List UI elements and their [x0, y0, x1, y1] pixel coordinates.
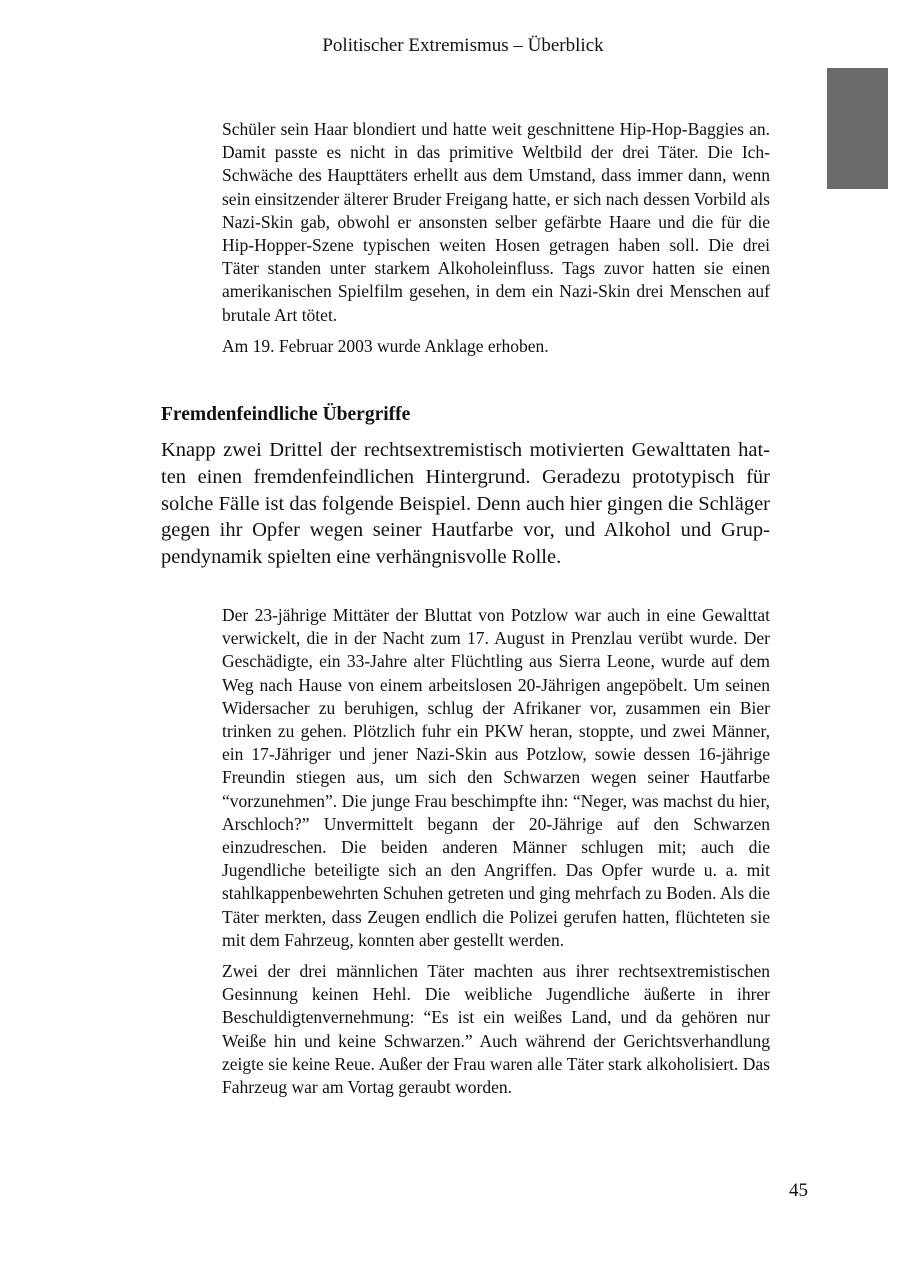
case-continuation-block: [222, 118, 770, 366]
chapter-thumb-tab: [827, 68, 888, 189]
section-body-text: Knapp zwei Drittel der rechtsextremistisch motivierten Gewalttaten hatten einen fremdenfeindlichen Hintergrund. Geradezu prototypisch für solche Fälle ist das folgende Beispiel. Denn auch hier gingen die Schläger gegen ihr Opfer wegen seiner Hautfarbe vor, und Alkohol und Gruppendynamik spielten eine verhängnisvolle Rolle.: [161, 439, 770, 569]
case-example-paragraph: Der 23-jährige Mittäter der Bluttat von Potzlow war auch in eine Gewalttat verwickelt, die in der Nacht zum 17. August in Prenzlau verübt wurde. Der Geschädigte, ein 33-Jahre alter Flüchtling aus Sierra Leone, wurde auf dem Weg nach Hause von einem arbeitslosen 20-Jährigen angepöbelt. Um seinen Widersacher zu beruhigen, schlug der Afrikaner vor, zusammen ein Bier trinken zu gehen. Plötzlich fuhr ein PKW heran, stoppte, und zwei Männer, ein 17-Jähriger und jener Nazi-Skin aus Potzlow, sowie dessen 16-jährige Freundin stiegen aus, um sich den Schwarzen wegen seiner Hautfarbe “vorzunehmen”. Die junge Frau beschimpfte ihn: “Neger, was machst du hier, Arschloch?” Unvermittelt begann der 20-Jährige auf den Schwarzen einzudreschen. Die beiden anderen Männer schlugen mit; auch die Jugendliche beteiligte sich an den Angriffen. Das Opfer wurde u. a. mit stahlkappenbewehrten Schuhen getreten und ging mehrfach zu Boden. Als die Täter merkten, dass Zeugen endlich die Polizei gerufen hatten, flüchteten sie mit dem Fahrzeug, konnten aber gestellt werden.: [222, 605, 770, 950]
case-continuation-paragraph: Schüler sein Haar blondiert und hatte weit geschnittene Hip-Hop-Baggies an. Damit passte es nicht in das primitive Weltbild der drei Täter. Die Ich-Schwäche des Haupttäters erhellt aus dem Umstand, dass immer dann, wenn sein einsitzender älterer Bruder Freigang hatte, er sich nach dessen Vorbild als Nazi-Skin gab, obwohl er ansonsten selber gefärbte Haare und die für die Hip-Hopper-Szene typischen weiten Hosen getragen haben soll. Die drei Täter standen unter starkem Alkoholeinfluss. Tags zuvor hatten sie einen amerikanischen Spielfilm gesehen, in dem ein Nazi-Skin drei Menschen auf brutale Art tötet.: [222, 119, 770, 325]
case-example-block: [222, 604, 770, 1107]
section-heading: Fremdenfeindliche Übergriffe: [161, 404, 411, 425]
page-number: 45: [789, 1180, 808, 1201]
case-example-paragraph: Zwei der drei männlichen Täter machten aus ihrer rechtsextremistischen Gesinnung keinen Hehl. Die weibliche Jugendliche äußerte in ihrer Beschuldigtenvernehmung: “Es ist ein weißes Land, und da gehören nur Weiße hin und keine Schwarzen.” Auch während der Gerichtsverhandlung zeigte sie keine Reue. Außer der Frau waren alle Täter stark alkoholisiert. Das Fahrzeug war am Vortag geraubt worden.: [222, 961, 770, 1098]
running-header: Politischer Extremismus – Überblick: [322, 35, 604, 56]
indictment-note: Am 19. Februar 2003 wurde Anklage erhoben.: [222, 335, 549, 356]
